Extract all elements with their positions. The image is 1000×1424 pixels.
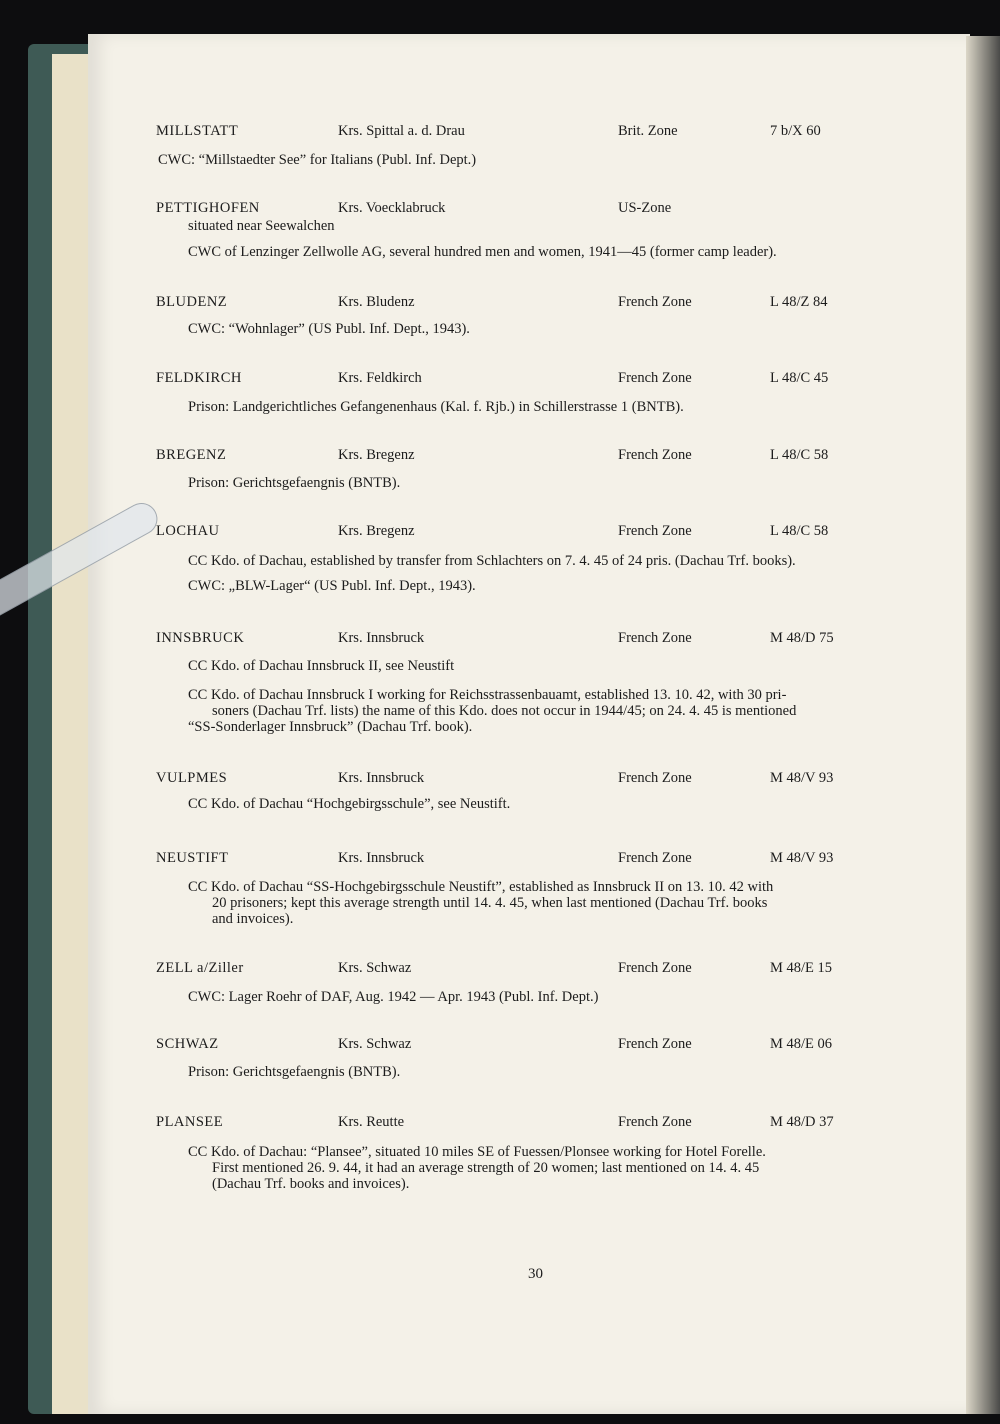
entry-place-name: MILLSTATT [156, 123, 239, 139]
entry-description-line: CWC of Lenzinger Zellwolle AG, several hundred men and women, 1941—45 (former camp leader). [188, 244, 777, 260]
entry-map-reference: M 48/E 06 [770, 1036, 833, 1052]
entry-zone: Brit. Zone [618, 123, 678, 139]
entry-description-line: 20 prisoners; kept this average strength until 14. 4. 45, when last mentioned (Dachau Trf. books [212, 895, 768, 911]
entry-district: Krs. Schwaz [338, 1036, 412, 1052]
entry-district: Krs. Innsbruck [338, 630, 425, 646]
entry-description-line: Prison: Gerichtsgefaengnis (BNTB). [188, 475, 401, 491]
entry-description-line: Prison: Landgerichtliches Gefangenenhaus (Kal. f. Rjb.) in Schillerstrasse 1 (BNTB). [188, 399, 684, 415]
entry-place-name: LOCHAU [156, 523, 220, 539]
entry-map-reference: L 48/C 58 [770, 523, 829, 539]
entry-place-name: ZELL a/Ziller [156, 960, 244, 976]
entry-place-name: SCHWAZ [156, 1036, 219, 1052]
entry-place-name: PLANSEE [156, 1114, 224, 1130]
entry-zone: French Zone [618, 447, 692, 463]
entry-description-line: and invoices). [212, 911, 294, 927]
entry-map-reference: L 48/C 45 [770, 370, 829, 386]
entry-place-name: INNSBRUCK [156, 630, 245, 646]
entry-zone: French Zone [618, 630, 692, 646]
entry-description-line: CC Kdo. of Dachau, established by transfer from Schlachters on 7. 4. 45 of 24 pris. (Dachau Trf. books). [188, 553, 796, 569]
entry-district: Krs. Innsbruck [338, 770, 425, 786]
entry-district: Krs. Schwaz [338, 960, 412, 976]
entry-district: Krs. Bregenz [338, 447, 415, 463]
entry-description-line: CWC: “Millstaedter See” for Italians (Publ. Inf. Dept.) [158, 152, 477, 168]
entry-map-reference: M 48/D 75 [770, 630, 834, 646]
entry-description-line: First mentioned 26. 9. 44, it had an average strength of 20 women; last mentioned on 14. 4. 45 [212, 1160, 760, 1176]
entry-zone: French Zone [618, 770, 692, 786]
entry-zone: French Zone [618, 850, 692, 866]
entry-description-line: CWC: „BLW-Lager“ (US Publ. Inf. Dept., 1943). [188, 578, 476, 594]
entry-description-line: CC Kdo. of Dachau “Hochgebirgsschule”, see Neustift. [188, 796, 511, 812]
entry-description-line: CC Kdo. of Dachau Innsbruck II, see Neustift [188, 658, 455, 674]
entry-district: Krs. Spittal a. d. Drau [338, 123, 465, 139]
entry-zone: French Zone [618, 370, 692, 386]
entry-place-name: BLUDENZ [156, 294, 228, 310]
entry-district: Krs. Innsbruck [338, 850, 425, 866]
entry-map-reference: M 48/E 15 [770, 960, 833, 976]
entry-description-line: Prison: Gerichtsgefaengnis (BNTB). [188, 1064, 401, 1080]
page-edge-shadow [966, 36, 1000, 1414]
page-number: 30 [528, 1266, 543, 1282]
entry-map-reference: M 48/V 93 [770, 850, 834, 866]
entry-zone: French Zone [618, 1114, 692, 1130]
entry-place-name: NEUSTIFT [156, 850, 229, 866]
entry-district: Krs. Voecklabruck [338, 200, 446, 216]
entry-place-name: PETTIGHOFEN [156, 200, 260, 216]
entry-place-name: BREGENZ [156, 447, 227, 463]
entry-district: Krs. Feldkirch [338, 370, 422, 386]
entry-description-line: CWC: Lager Roehr of DAF, Aug. 1942 — Apr. 1943 (Publ. Inf. Dept.) [188, 989, 599, 1005]
entry-zone: French Zone [618, 294, 692, 310]
entry-map-reference: M 48/D 37 [770, 1114, 834, 1130]
entry-map-reference: M 48/V 93 [770, 770, 834, 786]
entry-zone: French Zone [618, 1036, 692, 1052]
entry-district: Krs. Bludenz [338, 294, 415, 310]
entry-description-line: (Dachau Trf. books and invoices). [212, 1176, 410, 1192]
entry-description-line: CC Kdo. of Dachau: “Plansee”, situated 10 miles SE of Fuessen/Plonsee working for Hotel Forelle. [188, 1144, 766, 1160]
entry-zone: US-Zone [618, 200, 672, 216]
entry-description-line: CC Kdo. of Dachau “SS-Hochgebirgsschule Neustift”, established as Innsbruck II on 13. 10. 42 with [188, 879, 774, 895]
entry-place-name: VULPMES [156, 770, 228, 786]
entry-description-line: soners (Dachau Trf. lists) the name of this Kdo. does not occur in 1944/45; on 24. 4. 45 is mentioned [212, 703, 797, 719]
entry-map-reference: L 48/Z 84 [770, 294, 828, 310]
entry-district: Krs. Bregenz [338, 523, 415, 539]
entry-zone: French Zone [618, 523, 692, 539]
entry-district: Krs. Reutte [338, 1114, 405, 1130]
entry-map-reference: 7 b/X 60 [770, 123, 821, 139]
entry-description-line: situated near Seewalchen [188, 218, 335, 234]
entry-zone: French Zone [618, 960, 692, 976]
entry-description-line: CC Kdo. of Dachau Innsbruck I working for Reichsstrassenbauamt, established 13. 10. 42, with 30 pri- [188, 687, 787, 703]
entry-description-line: “SS-Sonderlager Innsbruck” (Dachau Trf. book). [188, 719, 473, 735]
entry-description-line: CWC: “Wohnlager” (US Publ. Inf. Dept., 1943). [188, 321, 470, 337]
entry-map-reference: L 48/C 58 [770, 447, 829, 463]
entry-place-name: FELDKIRCH [156, 370, 242, 386]
